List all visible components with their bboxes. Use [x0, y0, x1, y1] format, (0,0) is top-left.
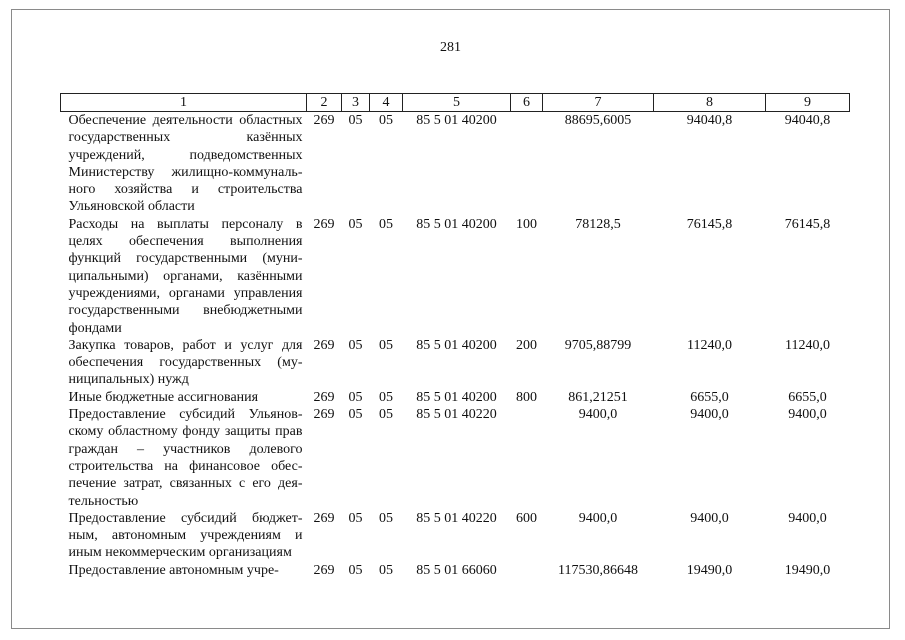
cell-subsection: 05 — [379, 337, 393, 353]
cell-amount-8: 9400,0 — [690, 407, 729, 423]
column-header: 4 — [370, 94, 403, 112]
cell-amount-7: 78128,5 — [575, 216, 621, 232]
cell-code: 269 — [313, 337, 335, 353]
page-number: 281 — [440, 40, 461, 55]
cell-target: 85 5 01 40220 — [416, 407, 497, 423]
cell-expense-type: 200 — [516, 337, 537, 353]
row-name: Предоставление субсидий бюджетным, автономным учреждениям и иным некоммерческим организациям — [68, 510, 303, 561]
cell-amount-9: 9400,0 — [788, 407, 827, 423]
row-name: Иные бюджетные ассигнования — [68, 389, 259, 405]
cell-section: 05 — [348, 337, 363, 353]
cell-amount-7: 861,21251 — [568, 389, 628, 405]
cell-amount-7: 88695,6005 — [564, 113, 632, 128]
column-header: 1 — [61, 94, 307, 112]
table-row — [61, 337, 850, 389]
document-page — [11, 9, 890, 629]
cell-expense-type: 600 — [516, 510, 537, 526]
row-name: Обеспечение деятельности областных государственных казённых учреждений, подведомственных Министерству жилищно-коммунального хозяйства и строительства Ульяновской области — [68, 113, 303, 215]
budget-table — [60, 93, 850, 579]
cell-target: 85 5 01 40200 — [416, 337, 497, 353]
cell-amount-9: 19490,0 — [784, 562, 831, 578]
cell-subsection: 05 — [379, 562, 393, 578]
cell-amount-9: 6655,0 — [788, 389, 827, 405]
cell-code: 269 — [313, 113, 335, 128]
cell-code: 269 — [313, 562, 335, 578]
cell-amount-8: 94040,8 — [686, 113, 733, 128]
row-name: Закупка товаров, работ и услуг для обеспечения государственных (муниципальных) нужд — [68, 337, 303, 388]
cell-code: 269 — [313, 216, 335, 232]
cell-target: 85 5 01 40200 — [416, 216, 497, 232]
cell-amount-7: 9705,88799 — [564, 337, 632, 353]
cell-amount-9: 76145,8 — [784, 216, 831, 232]
cell-section: 05 — [348, 216, 363, 232]
column-header: 5 — [403, 94, 511, 112]
cell-amount-9: 9400,0 — [788, 510, 827, 526]
cell-expense-type — [511, 112, 543, 216]
cell-amount-8: 11240,0 — [687, 337, 732, 353]
table-row — [61, 406, 850, 510]
cell-subsection: 05 — [379, 389, 393, 405]
cell-amount-7: 9400,0 — [578, 407, 618, 423]
cell-section: 05 — [348, 407, 363, 423]
cell-expense-type: 100 — [516, 216, 537, 232]
column-header: 6 — [511, 94, 543, 112]
cell-target: 85 5 01 40220 — [416, 510, 497, 526]
table-row — [61, 112, 850, 216]
cell-target: 85 5 01 40200 — [416, 113, 497, 128]
table-row — [61, 562, 850, 579]
cell-target: 85 5 01 40200 — [416, 389, 497, 405]
column-header: 7 — [543, 94, 654, 112]
cell-amount-9: 11240,0 — [785, 337, 830, 353]
cell-amount-7: 117530,86648 — [558, 562, 638, 578]
column-header: 8 — [654, 94, 766, 112]
cell-section: 05 — [348, 562, 363, 578]
cell-amount-7: 9400,0 — [578, 510, 618, 526]
cell-section: 05 — [348, 510, 363, 526]
header-row — [61, 94, 850, 112]
cell-amount-8: 19490,0 — [686, 562, 733, 578]
cell-expense-type — [511, 562, 543, 579]
cell-amount-8: 6655,0 — [690, 389, 729, 405]
cell-subsection: 05 — [379, 216, 393, 232]
cell-subsection: 05 — [379, 113, 393, 128]
cell-subsection: 05 — [379, 407, 393, 423]
cell-expense-type — [511, 406, 543, 510]
cell-code: 269 — [313, 407, 335, 423]
cell-target: 85 5 01 66060 — [416, 562, 497, 578]
cell-amount-8: 9400,0 — [690, 510, 729, 526]
cell-subsection: 05 — [379, 510, 393, 526]
table-row — [61, 216, 850, 337]
cell-code: 269 — [313, 510, 335, 526]
table-row — [61, 389, 850, 406]
row-name: Предоставление субсидий Ульяновскому областному фонду защиты прав граждан – участников долевого строительства на финансовое обеспечение затрат, связанных с его деятельностью — [68, 407, 303, 509]
cell-code: 269 — [313, 389, 335, 405]
table-row — [61, 510, 850, 562]
row-name: Предоставление автономным учре- — [68, 562, 279, 578]
cell-section: 05 — [348, 389, 363, 405]
column-header: 9 — [766, 94, 850, 112]
column-header: 2 — [307, 94, 342, 112]
row-name: Расходы на выплаты персоналу в целях обеспечения выполнения функций государственными (муниципальными) органами, казёнными учреждениями, органами управления государственными внебюджетными фондами — [68, 216, 303, 336]
column-header: 3 — [342, 94, 370, 112]
cell-amount-9: 94040,8 — [784, 113, 831, 128]
cell-amount-8: 76145,8 — [686, 216, 733, 232]
cell-expense-type: 800 — [516, 389, 537, 405]
cell-section: 05 — [348, 113, 363, 128]
